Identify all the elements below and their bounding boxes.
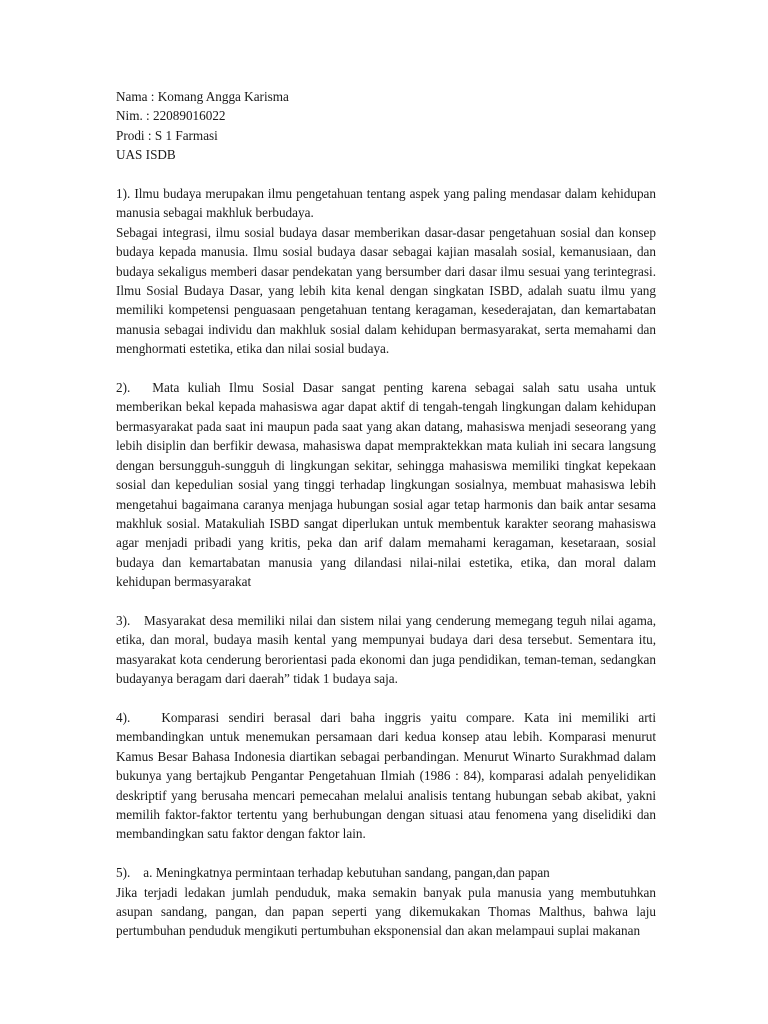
document-title: UAS ISDB (116, 147, 176, 163)
spacer (116, 359, 656, 378)
answer-5-number: 5). (116, 865, 131, 881)
student-prodi: Prodi : S 1 Farmasi (116, 127, 218, 143)
answer-5-body: Jika terjadi ledakan jumlah penduduk, maka semakin banyak pula manusia yang membutuhkan asupan sandang, pangan, dan papan seperti yang dikemukakan Thomas Malthus, bahwa laju pertumbuhan penduduk mengikuti pertumbuhan eksponensial dan akan melampaui suplai makanan (116, 884, 656, 939)
answer-2 (116, 378, 656, 591)
answer-5-sub (116, 863, 656, 882)
answer-3-number: 3). (116, 612, 131, 628)
answer-5-subheading: a. Meningkatnya permintaan terhadap kebutuhan sandang, pangan,dan papan (143, 865, 550, 881)
answer-1-body: Sebagai integrasi, ilmu sosial budaya dasar memberikan dasar-dasar pengetahuan sosial dan konsep budaya kepada manusia. Ilmu sosial budaya dasar sebagai kajian masalah sosial, kemanusiaan, dan budaya sekaligus memberi dasar pendekatan yang bersumber dari dasar ilmu sesuai yang terintegrasi. Ilmu Sosial Budaya Dasar, yang lebih kita kenal dengan singkatan ISBD, adalah suatu ilmu yang memiliki kompetensi penguasaan pengetahuan tentang keragaman, kesederajatan, dan kemartabatan manusia sebagai individu dan makhluk sosial dalam kehidupan bermasyarakat, serta memahami dan menghormati estetika, etika dan nilai sosial budaya. (116, 224, 656, 357)
spacer (116, 165, 656, 184)
student-name: Nama : Komang Angga Karisma (116, 89, 289, 104)
answer-3-text: Masyarakat desa memiliki nilai dan sistem nilai yang cenderung memegang teguh nilai agama, etika, dan moral, budaya masih kental yang mempunyai budaya dari desa tersebut. Sementara itu, masyarakat kota cenderung berorientasi pada ekonomi dan juga pendidikan, teman-teman, sedangkan budayanya beragam dari daerah” tidak 1 budaya saja. (116, 612, 656, 687)
answer-4-text: Komparasi sendiri berasal dari baha inggris yaitu compare. Kata ini memiliki arti membandingkan untuk menemukan persamaan dari kedua konsep atau lebih. Komparasi menurut Kamus Besar Bahasa Indonesia diartikan sebagai perbandingan. Menurut Winarto Surakhmad dalam bukunya yang bertajkub Pengantar Pengetahuan Ilmiah (1986 : 84), komparasi adalah penyelidikan deskriptif yang berusaha mencari pemecahan melalui analisis tentang hubungan sebab akibat, yakni memilih faktor-faktor tertentu yang berhubungan dengan situasi atau fenomena yang diselidiki dan membandingkan satu faktor dengan faktor lain. (116, 709, 657, 842)
answer-4 (116, 708, 656, 844)
answer-1-intro (116, 184, 656, 223)
answer-3 (116, 611, 656, 689)
answer-2-text: Mata kuliah Ilmu Sosial Dasar sangat penting karena sebagai salah satu usaha untuk memberikan bekal kepada mahasiswa agar dapat aktif di tengah-tengah lingkungan dalam kehidupan bermasyarakat pada saat ini maupun pada saat yang akan datang, mahasiswa menjadi seseorang yang lebih disiplin dan berfikir dewasa, mahasiswa dapat mempraktekkan mata kuliah ini secara langsung dengan bersungguh-sungguh di lingkungan sekitar, sehingga mahasiswa memiliki tingkat kepekaan sosial dan kepedulian sosial yang tinggi terhadap lingkungan sosialnya, membuat mahasiswa lebih mengetahui bagaimana caranya menjaga hubungan sosial agar tetap harmonis dan baik antar sesama makhluk sosial. Matakuliah ISBD sangat diperlukan untuk membentuk karakter seorang mahasiswa agar menjadi pribadi yang kritis, peka dan arif dalam memahami keragaman, kesetaraan, sosial budaya dan kemartabatan manusia yang dilandasi nilai-nilai estetika, etika, dan moral dalam kehidupan bermasyarakat (116, 380, 657, 590)
spacer (116, 844, 656, 863)
spacer (116, 592, 656, 611)
student-nim: Nim. : 22089016022 (116, 108, 226, 124)
answer-1-intro-text: Ilmu budaya merupakan ilmu pengetahuan tentang aspek yang paling mendasar dalam kehidupan manusia sebagai makhluk berbudaya. (116, 186, 656, 221)
answer-1-number: 1). (116, 186, 131, 202)
document-body (116, 87, 656, 941)
answer-2-number: 2). (116, 380, 131, 396)
spacer (116, 689, 656, 708)
answer-4-number: 4). (116, 709, 131, 725)
